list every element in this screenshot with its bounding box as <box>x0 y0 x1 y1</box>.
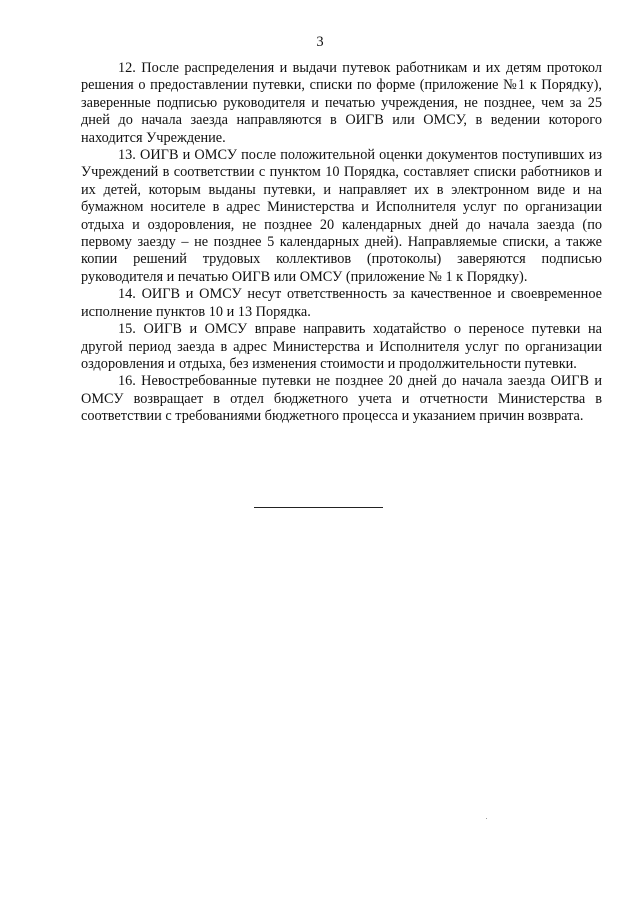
scan-speck <box>486 818 487 819</box>
document-body <box>81 60 602 426</box>
page-number: 3 <box>316 34 324 50</box>
paragraph-14: 14. ОИГВ и ОМСУ несут ответственность за качественное и своевременное исполнение пунктов 10 и 13 Порядка. <box>81 286 602 320</box>
paragraph-15: 15. ОИГВ и ОМСУ вправе направить ходатайство о переносе путевки на другой период заезда в адрес Министерства и Исполнителя услуг по организации оздоровления и отдыха, без изменения стоимости и продолжительности путевки. <box>81 321 602 372</box>
paragraph-16: 16. Невостребованные путевки не позднее 20 дней до начала заезда ОИГВ и ОМСУ возвращает в отдел бюджетного учета и отчетности Министерства в соответствии с требованиями бюджетного процесса и указанием причин возврата. <box>81 373 602 425</box>
closing-divider <box>254 507 383 508</box>
paragraph-12: 12. После распределения и выдачи путевок работникам и их детям протокол решения о предоставлении путевки, списки по форме (приложение №1 к Порядку), заверенные подписью руководителя и печатью учреждения, не позднее, чем за 25 дней до начала заезда направляются в ОИГВ или ОМСУ, в ведении которого находится Учреждение. <box>81 60 602 146</box>
paragraph-13: 13. ОИГВ и ОМСУ после положительной оценки документов поступивших из Учреждений в соответствии с пунктом 10 Порядка, составляет списки работников и их детей, которым выданы путевки, и направляет их в электронном виде и на бумажном носителе в адрес Министерства и Исполнителя услуг по организации отдыха и оздоровления, не позднее 20 календарных дней до начала заезда (по первому заезду – не позднее 5 календарных дней). Направляемые списки, а также копии решений трудовых коллективов (протоколы) заверяются подписью руководителя и печатью ОИГВ или ОМСУ (приложение № 1 к Порядку). <box>81 147 602 285</box>
